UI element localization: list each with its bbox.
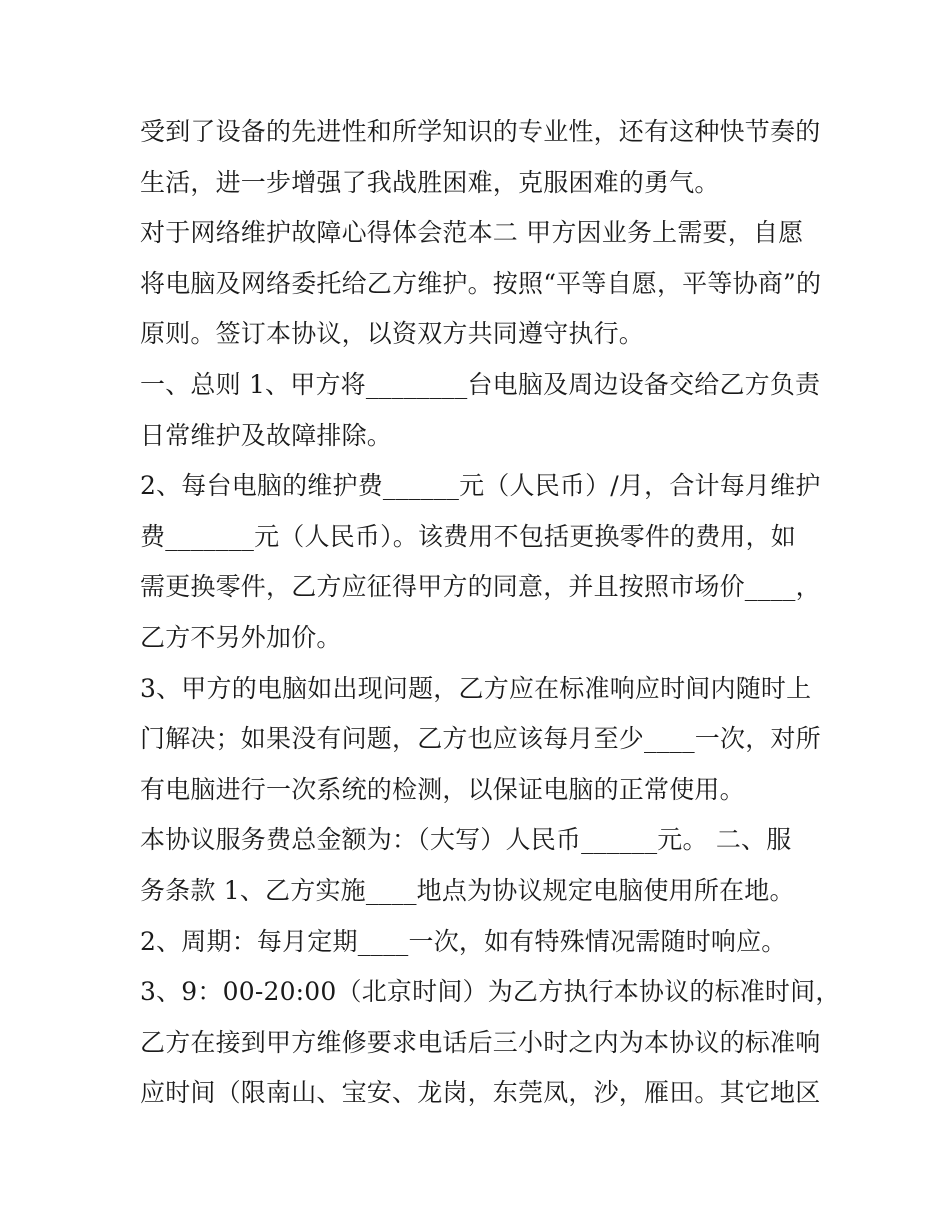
- text-line: 本协议服务费总金额为：（大写）人民币______元。 二、服: [140, 825, 792, 855]
- text-line: 2、周期：每月定期____一次，如有特殊情况需随时响应。: [140, 926, 787, 956]
- text-line: 将电脑及网络委托给乙方维护。按照“平等自愿，平等协商”的: [140, 268, 822, 298]
- text-line: 有电脑进行一次系统的检测，以保证电脑的正常使用。: [140, 774, 745, 804]
- text-line: 应时间（限南山、宝安、龙岗，东莞凤，沙，雁田。其它地区: [140, 1078, 821, 1108]
- text-line: 费_______元（人民币）。该费用不包括更换零件的费用，如: [140, 521, 797, 551]
- document-body: [140, 107, 841, 1119]
- text-line: 务条款 1、乙方实施____地点为协议规定电脑使用所在地。: [140, 875, 795, 905]
- text-line: 乙方在接到甲方维修要求电话后三小时之内为本协议的标准响: [140, 1027, 821, 1057]
- text-line: 日常维护及故障排除。: [140, 420, 393, 450]
- text-line: 一、总则 1、甲方将________台电脑及周边设备交给乙方负责: [140, 369, 821, 399]
- text-line: 对于网络维护故障心得体会范本二 甲方因业务上需要，自愿: [140, 218, 804, 248]
- text-line: 乙方不另外加价。: [140, 622, 342, 652]
- text-line: 门解决；如果没有问题，乙方也应该每月至少____一次，对所: [140, 724, 821, 754]
- text-line: 3、甲方的电脑如出现问题，乙方应在标准响应时间内随时上: [140, 673, 812, 703]
- text-line: 2、每台电脑的维护费______元（人民币）/月，合计每月维护: [140, 471, 821, 501]
- text-line: 3、9：00-20:00（北京时间）为乙方执行本协议的标准时间，: [140, 977, 841, 1007]
- text-line: 需更换零件，乙方应征得甲方的同意，并且按照市场价____，: [140, 572, 821, 602]
- text-line: 受到了设备的先进性和所学知识的专业性，还有这种快节奏的: [140, 117, 821, 146]
- text-line: 原则。签订本协议，以资双方共同遵守执行。: [140, 319, 645, 349]
- text-line: 生活，进一步增强了我战胜困难，克服困难的勇气。: [140, 167, 720, 197]
